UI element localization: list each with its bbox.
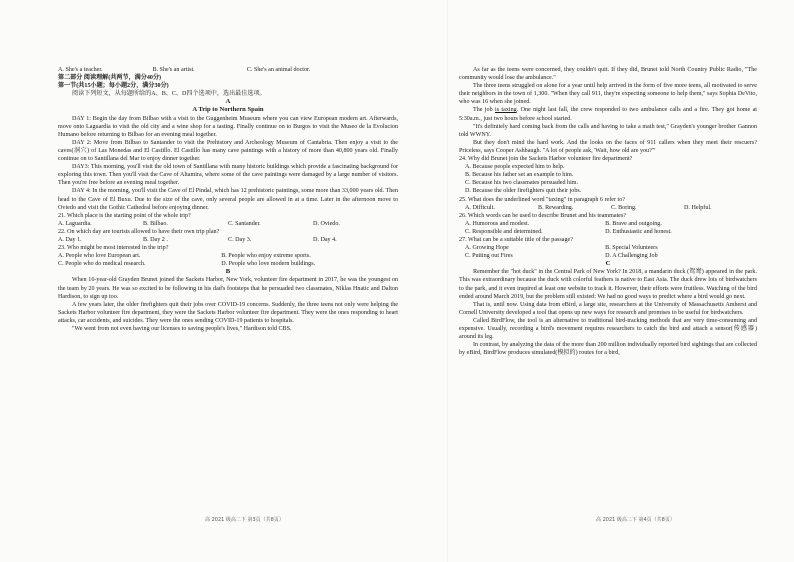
previous-question-options <box>58 66 398 74</box>
passage-b-paragraph: "It's definitely hard coming back from the calls and having to take a math test," Grayden's younger brother Gannon told WWNY. <box>459 123 757 138</box>
option: D. Because the older firefighters quit their jobs. <box>465 188 582 195</box>
passage-b-paragraph: But they don't mind the hard work. And the looks on the faces of 911 callers when they meet their rescuers? Priceless, says Cooper Ashbaugh. "A lot of people ask, 'Wait, how old are you?'" <box>459 139 757 154</box>
option: B. People who enjoy extreme sports. <box>221 253 311 260</box>
part-heading: 第二部分 阅读理解(共两节，满分40分) <box>58 75 162 82</box>
question-25-options <box>459 204 757 212</box>
passage-a-day2: DAY 2: Move from Bilbao to Santander to visit the Prehistory and Archeology Museum of Cantabria. Then enjoy a visit to the caves(洞穴) of Las Monedas and El Castillo. El Castillo has many cave paintings with a history of more than 40,800 years old. Finally continue on to Santillana del Mar to enjoy dinner together. <box>58 139 398 163</box>
question-21-options <box>58 220 398 228</box>
option: A. Difficult. <box>465 204 495 211</box>
question-25: 25. What does the underlined word "taxing" in paragraph 6 refer to? <box>459 196 625 203</box>
option: A. Because people expected him to help. <box>465 164 565 171</box>
question-23-options-row1 <box>58 252 398 260</box>
page-footer-left: 高 2021 级高二下 第3页（共8页） <box>205 517 284 523</box>
option: B. Rewarding. <box>538 204 574 211</box>
passage-a-day1: DAY 1: Begin the day from Bilbao with a visit to the Guggenheim Museum where you can view European modern art. Afterwards, move onto Laguardia to visit the old city and a wine shop for a tasting. Finally continue on to Burgos to visit the Museo de la Evolucion Humano before returning to Bilbao for an evening meal together. <box>58 115 398 138</box>
passage-letter-b: B <box>225 268 231 276</box>
option: C. Boring. <box>611 204 637 211</box>
underlined-word: is taxing <box>495 107 517 114</box>
passage-letter-a: A <box>225 98 231 106</box>
question-21: 21. Which place is the starting point of the whole trip? <box>58 212 191 219</box>
right-column <box>459 66 757 357</box>
option: A. Growing Hope <box>465 245 509 252</box>
question-26: 26. Which words can be used to describe Brunet and his teammates? <box>459 212 627 219</box>
question-26-options-row2 <box>459 228 757 236</box>
option: C. Responsible and determined. <box>465 228 543 235</box>
option: B. She's an artist. <box>152 67 195 73</box>
option: A. She's a teacher. <box>58 67 103 73</box>
question-27-options-row2 <box>459 252 757 260</box>
question-23: 23. Who might be most interested in the trip? <box>58 245 169 252</box>
text-run: The job <box>473 107 495 114</box>
passage-letter-c: C <box>605 260 611 268</box>
passage-a-day4: DAY 4: In the morning, you'll visit the Cave of El Pindal, which has 12 prehistoric paintings, some more than 33,000 years old. Then head to the Cave of El Buxu. Due to the size of the cave, only several people are allowed in at a time. Later in the afternoon move to Oviedo and visit the Gothic Cathedral before enjoying dinner. <box>58 188 398 211</box>
passage-b-paragraph: As far as the teens were concerned, they couldn't quit. If they did, Brunet told North Country Public Radio, "The community would lose the ambulance." <box>459 67 757 82</box>
text-run: . One night last fall, the crew responded to two ambulance calls and a fire. They got home at 5:30a.m., just two hours before school started. <box>459 107 757 122</box>
option: A. Humorous and modest. <box>465 220 530 227</box>
option: C. People who do medical research. <box>58 261 146 268</box>
question-23-options-row2 <box>58 260 398 268</box>
page-footer-right: 高 2021 级高二下 第4页（共8页） <box>596 517 675 523</box>
option: A. Laguardia. <box>58 220 92 227</box>
section-heading: 第一节(共15小题；每小题2分，满分30分) <box>58 83 169 90</box>
option: D. A Challenging Job <box>605 253 658 260</box>
option: D. Oviedo. <box>313 220 340 227</box>
option: B. Brave and outgoing. <box>605 220 662 227</box>
question-27-options-row1 <box>459 244 757 252</box>
option: B. Bilbao. <box>143 220 168 227</box>
passage-a-day3: DAY3: This morning, you'll visit the old town of Santillana with many historic buildings which provide a fascinating background for exploring this town. Then you'll visit the Cave of Altamira, where some of the cave paintings were damaged by a large number of visitors. Then you're free before an evening meal together. <box>58 164 398 187</box>
option: D. Day 4. <box>313 236 337 243</box>
passage-b-paragraph: When 16-year-old Grayden Brunet joined the Sackets Harbor, New York, volunteer fire department in 2017, he was the youngest on the team by 20 years. He was so excited to be following in his dad's footsteps that he persuaded two classmates, Niklas Hnatic and Dalton Hardison, to sign up too. <box>58 277 398 300</box>
instruction: 阅读下列短文，从每题所给的A、B、C、D四个选项中，选出最佳选项。 <box>72 91 266 98</box>
option: B. Because his father set an example to him. <box>465 172 574 179</box>
option: A. Day 1. <box>58 236 82 243</box>
option: D. Helpful. <box>684 204 712 211</box>
question-27: 27. What can be a suitable title of the passage? <box>459 236 573 243</box>
passage-c-paragraph: Remember the "hot duck" in the Central Park of New York? In 2018, a mandarin duck (鸳鸯) appeared in the park. This was extraordinary because the duck with colorful feathers is native to East Asia. The duck drew lots of birdwatchers to the park, and it even inspired at least one website to track it. However, their efforts were fruitless. Watching of the bird ended around March 2019, but the problem still existed: We had no good ways to predict where a bird would go next. <box>459 269 757 300</box>
left-column <box>58 66 398 333</box>
passage-a-title: A Trip to Northern Spain <box>192 106 264 114</box>
option: C. Santander. <box>228 220 261 227</box>
passage-c-paragraph: That is, until now. Using data from eBird, a large site, researchers at the University of Massachusetts Amherst and Cornell University developed a tool that opens up new ways for research and promises to be useful for birdwatchers. <box>459 301 757 316</box>
option: C. Putting out Fires <box>465 253 513 260</box>
passage-b-paragraph-taxing <box>459 106 757 122</box>
option: B. Special Volunteers <box>605 245 658 252</box>
option: B. Day 2 . <box>143 236 168 243</box>
passage-c-paragraph: In contrast, by analyzing the data of the more than 200 million individually reported bird sightings that are collected by eBird, BirdFlow produces simulated(模拟的) routes for a bird, <box>459 342 757 357</box>
question-22: 22. On which day are tourists allowed to have their own trip plan? <box>58 228 220 235</box>
passage-b-paragraph: The three teens struggled on alone for a year until help arrived in the form of five more teens, all motivated to serve their neighbors in the town of 1,300. "When they call 911, they're expecting someone to help them," says Sophia DeVito, who was 16 when she joined. <box>459 83 757 106</box>
question-24: 24. Why did Brunet join the Sackets Harbor volunteer fire department? <box>459 156 633 163</box>
passage-b-paragraph: "We went from not even having our licenses to saving people's lives," Hardison told CBS. <box>72 326 292 332</box>
option: D. People who love modern buildings. <box>221 261 316 268</box>
page-fold-divider <box>447 0 448 562</box>
option: A. People who love European art. <box>58 253 141 260</box>
question-26-options-row1 <box>459 220 757 228</box>
passage-b-paragraph: A few years later, the older firefighters quit their jobs over COVID-19 concerns. Suddenly, the three teens not only were helping the Sackets Harbor volunteer fire department, they were the Sackets Harbor volunteer fire department. They were the ones responding to heart attacks, car accidents, and suicides. They were the ones sending COVID-19 patients to hospitals. <box>58 301 398 324</box>
passage-c-paragraph: Called BirdFlow, the tool is an alternative to traditional bird-tracking methods that are very time-consuming and expensive. Usually, recording a bird's movement requires researchers to catch the bird and attach a sensor(传感器) around its leg. <box>459 317 757 341</box>
option: D. Enthusiastic and honest. <box>605 228 672 235</box>
option: C. Because his two classmates persuaded him. <box>465 180 579 187</box>
option: C. She's an animal doctor. <box>246 67 311 73</box>
question-22-options <box>58 236 398 244</box>
option: C. Day 3. <box>228 236 252 243</box>
